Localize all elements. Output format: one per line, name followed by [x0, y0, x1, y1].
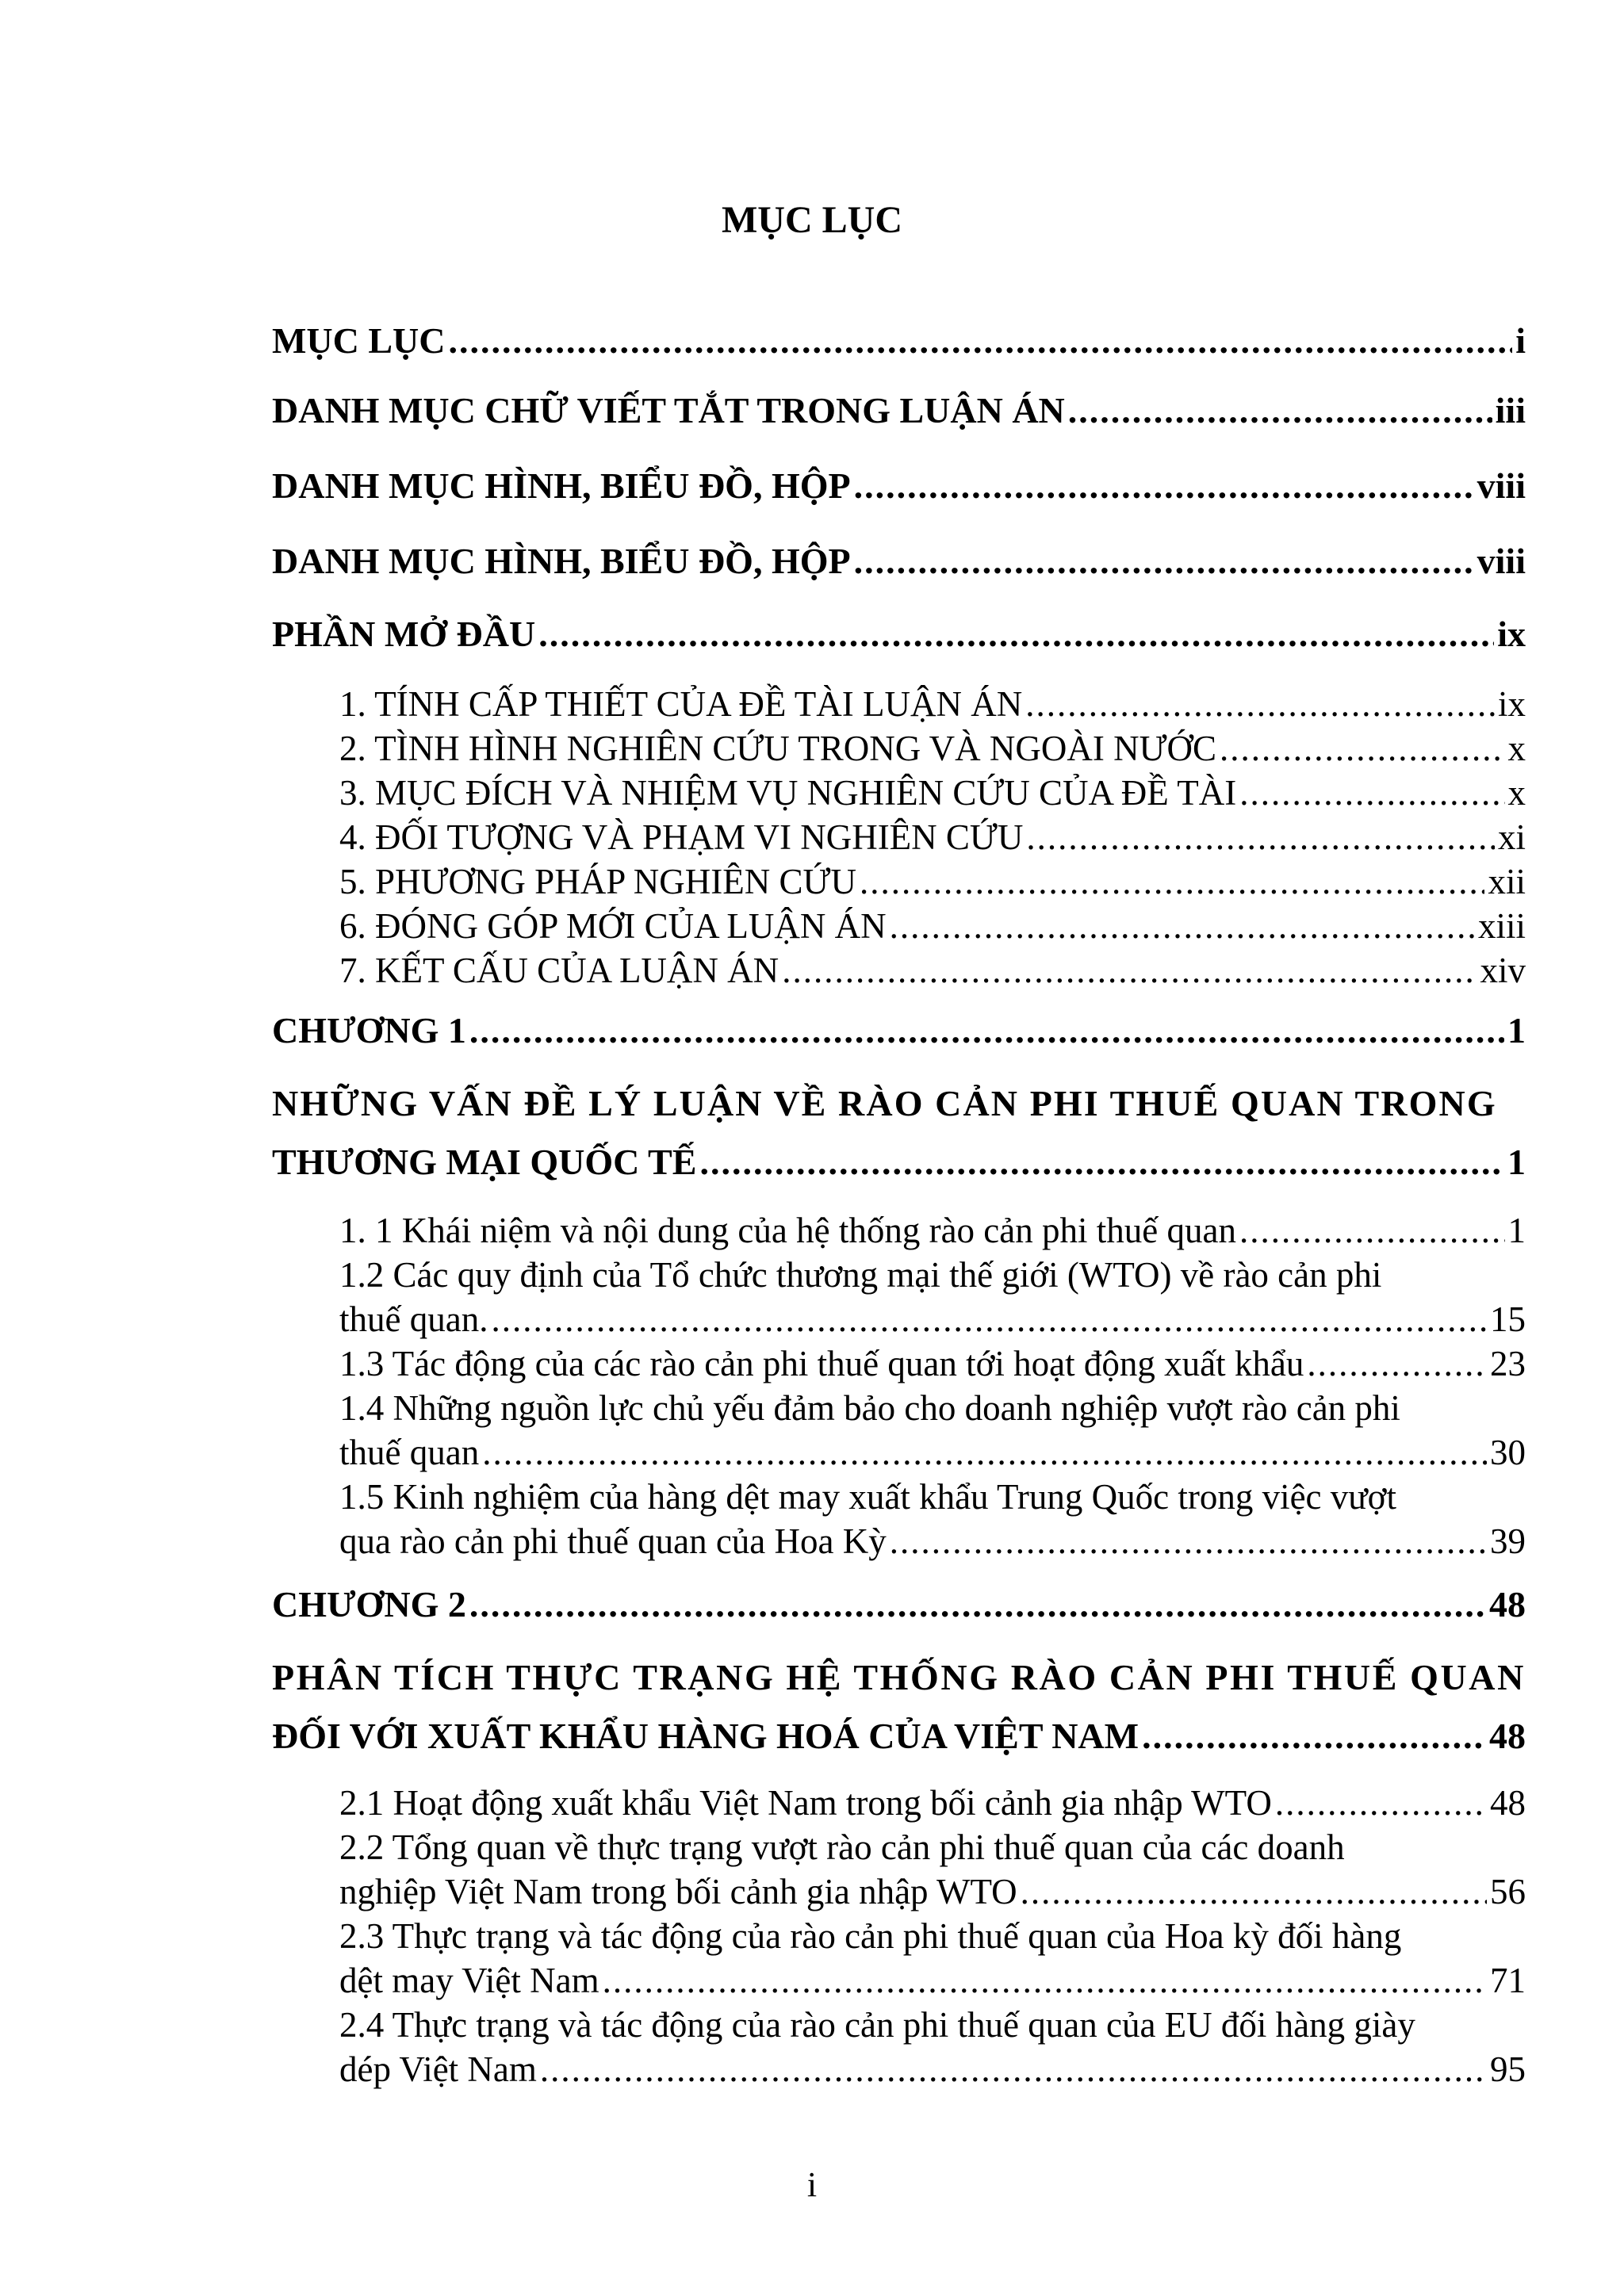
leader-dots — [1220, 726, 1504, 771]
toc-entry-text: thuế quan — [339, 1433, 480, 1472]
toc-entry-page: 23 — [1490, 1344, 1526, 1383]
toc-entry-page: x — [1507, 729, 1526, 768]
leader-dots — [1068, 387, 1492, 434]
toc-entry-page: 1 — [1507, 1010, 1526, 1050]
toc-subentry[interactable] — [339, 1781, 1526, 1825]
toc-entry-text: 2. TÌNH HÌNH NGHIÊN CỨU TRONG VÀ NGOÀI NƯỚC — [339, 729, 1217, 768]
page-number: i — [806, 2165, 818, 2204]
toc-entry-page: viii — [1477, 541, 1526, 581]
toc-subentry[interactable] — [339, 1958, 1526, 2003]
toc-entry-line1 — [272, 1080, 1526, 1127]
toc-entry-page: 39 — [1490, 1521, 1526, 1561]
toc-entry[interactable] — [272, 1138, 1526, 1186]
leader-dots — [603, 1958, 1487, 2003]
leader-dots — [540, 2047, 1487, 2091]
toc-entry-page: 1 — [1507, 1142, 1526, 1182]
toc-entry-page: ix — [1497, 614, 1526, 654]
toc-entry-text: 1.3 Tác động của các rào cản phi thuế quan tới hoạt động xuất khẩu — [339, 1344, 1304, 1383]
leader-dots — [1026, 815, 1495, 859]
toc-entry-text: DANH MỤC CHỮ VIẾT TẮT TRONG LUẬN ÁN — [272, 390, 1065, 430]
leader-dots — [1275, 1781, 1487, 1825]
toc-entry-text: qua rào cản phi thuế quan của Hoa Kỳ — [339, 1521, 887, 1561]
leader-dots — [782, 948, 1477, 993]
leader-dots — [854, 538, 1474, 585]
toc-entry-page: xi — [1497, 817, 1526, 857]
leader-dots — [482, 1430, 1487, 1475]
toc-subentry[interactable] — [339, 948, 1526, 993]
toc-entry-page: 71 — [1490, 1961, 1526, 2000]
toc-subentry[interactable] — [339, 1430, 1526, 1475]
toc-entry-text: 3. MỤC ĐÍCH VÀ NHIỆM VỤ NGHIÊN CỨU CỦA ĐỀ TÀI — [339, 773, 1237, 813]
toc-entry-text: ĐỐI VỚI XUẤT KHẨU HÀNG HOÁ CỦA VIỆT NAM — [272, 1716, 1139, 1756]
toc-entry-text: dệt may Việt Nam — [339, 1961, 599, 2000]
toc-entry[interactable] — [272, 1712, 1526, 1760]
page-title: MỤC LỤC — [722, 199, 902, 241]
toc-entry-page: 95 — [1490, 2049, 1526, 2089]
leader-dots — [469, 1007, 1504, 1054]
toc-entry[interactable] — [272, 610, 1526, 658]
toc-entry-text: 4. ĐỐI TƯỢNG VÀ PHẠM VI NGHIÊN CỨU — [339, 817, 1024, 857]
leader-dots — [1021, 1869, 1487, 1914]
toc-subentry[interactable] — [339, 859, 1526, 904]
toc-entry-page: i — [1515, 320, 1526, 361]
leader-dots — [538, 610, 1494, 658]
toc-subentry[interactable] — [339, 682, 1526, 726]
toc-subentry[interactable] — [339, 1519, 1526, 1563]
toc-subentry-line1: 1.2 Các quy định của Tổ chức thương mại thế giới (WTO) về rào cản phi — [339, 1255, 1382, 1295]
toc-entry-text: 1. 1 Khái niệm và nội dung của hệ thống rào cản phi thuế quan — [339, 1211, 1236, 1250]
toc-entry-page: xii — [1488, 862, 1526, 901]
toc-entry[interactable] — [272, 462, 1526, 510]
toc-entry-text: 1. TÍNH CẤP THIẾT CỦA ĐỀ TÀI LUẬN ÁN — [339, 684, 1023, 724]
toc-entry[interactable] — [272, 538, 1526, 585]
toc-subentry[interactable] — [339, 1869, 1526, 1914]
toc-subentry[interactable] — [339, 815, 1526, 859]
leader-dots — [448, 317, 1512, 365]
toc-entry-line1 — [272, 1654, 1526, 1701]
toc-entry[interactable] — [272, 317, 1526, 365]
toc-entry-page: xiii — [1477, 906, 1526, 946]
toc-entry-text: 7. KẾT CẤU CỦA LUẬN ÁN — [339, 951, 779, 990]
toc-entry-text: CHƯƠNG 1 — [272, 1010, 466, 1050]
toc-subentry[interactable] — [339, 2047, 1526, 2091]
toc-entry-text: CHƯƠNG 2 — [272, 1584, 466, 1624]
leader-dots — [890, 1519, 1487, 1563]
toc-subentry-line1: 2.2 Tổng quan về thực trạng vượt rào cản phi thuế quan của các doanh — [339, 1827, 1345, 1867]
toc-entry-page: 15 — [1490, 1299, 1526, 1339]
toc-entry-page: viii — [1477, 465, 1526, 506]
toc-entry-page: ix — [1497, 684, 1526, 724]
toc-subentry[interactable] — [339, 1208, 1526, 1253]
toc-entry-text: THƯƠNG MẠI QUỐC TẾ — [272, 1142, 697, 1182]
toc-subentry[interactable] — [339, 1341, 1526, 1386]
toc-entry[interactable] — [272, 1007, 1526, 1054]
toc-subentry[interactable] — [339, 771, 1526, 815]
toc-subentry-line1: 1.4 Những nguồn lực chủ yếu đảm bảo cho doanh nghiệp vượt rào cản phi — [339, 1388, 1400, 1428]
leader-dots — [469, 1581, 1486, 1628]
toc-entry-text-line1: NHỮNG VẤN ĐỀ LÝ LUẬN VỀ RÀO CẢN PHI THUẾ QUAN TRONG — [272, 1083, 1497, 1123]
leader-dots — [491, 1297, 1487, 1341]
toc-subentry-line1: 2.3 Thực trạng và tác động của rào cản phi thuế quan của Hoa kỳ đối hàng — [339, 1916, 1402, 1956]
leader-dots — [1025, 682, 1495, 726]
toc-entry-page: xiv — [1480, 951, 1526, 990]
toc-entry-text: nghiệp Việt Nam trong bối cảnh gia nhập WTO — [339, 1872, 1017, 1911]
toc-entry-page: 56 — [1490, 1872, 1526, 1911]
toc-entry-text-line1: PHÂN TÍCH THỰC TRẠNG HỆ THỐNG RÀO CẢN PHI THUẾ QUAN — [272, 1657, 1526, 1697]
toc-entry-text: thuế quan. — [339, 1299, 488, 1339]
toc-entry-text: MỤC LỤC — [272, 320, 446, 361]
toc-entry-text: dép Việt Nam — [339, 2049, 537, 2089]
toc-entry-text: 2.1 Hoạt động xuất khẩu Việt Nam trong bối cảnh gia nhập WTO — [339, 1783, 1272, 1823]
toc-entry-page: iii — [1495, 390, 1526, 430]
leader-dots — [1142, 1712, 1486, 1760]
toc-entry[interactable] — [272, 1581, 1526, 1628]
leader-dots — [860, 859, 1485, 904]
leader-dots — [1239, 1208, 1505, 1253]
toc-entry[interactable] — [272, 387, 1526, 434]
toc-entry-page: 48 — [1489, 1716, 1526, 1756]
toc-entry-text: 5. PHƯƠNG PHÁP NGHIÊN CỨU — [339, 862, 856, 901]
toc-subentry-line1: 1.5 Kinh nghiệm của hàng dệt may xuất khẩu Trung Quốc trong việc vượt — [339, 1477, 1396, 1517]
leader-dots — [890, 904, 1475, 948]
leader-dots — [699, 1138, 1504, 1186]
toc-entry-page: 1 — [1507, 1211, 1526, 1250]
toc-entry-text: DANH MỤC HÌNH, BIỂU ĐỒ, HỘP — [272, 541, 851, 581]
toc-entry-text: 6. ĐÓNG GÓP MỚI CỦA LUẬN ÁN — [339, 906, 887, 946]
toc-subentry[interactable] — [339, 726, 1526, 771]
toc-entry-page: 30 — [1490, 1433, 1526, 1472]
leader-dots — [1307, 1341, 1487, 1386]
toc-subentry[interactable] — [339, 904, 1526, 948]
toc-subentry[interactable] — [339, 1297, 1526, 1341]
toc-entry-page: x — [1507, 773, 1526, 813]
toc-entry-page: 48 — [1489, 1584, 1526, 1624]
toc-entry-text: PHẦN MỞ ĐẦU — [272, 614, 536, 654]
leader-dots — [1239, 771, 1504, 815]
toc-subentry-line1: 2.4 Thực trạng và tác động của rào cản phi thuế quan của EU đối hàng giày — [339, 2005, 1415, 2045]
toc-entry-page: 48 — [1490, 1783, 1526, 1823]
toc-entry-text: DANH MỤC HÌNH, BIỂU ĐỒ, HỘP — [272, 465, 851, 506]
leader-dots — [854, 462, 1474, 510]
